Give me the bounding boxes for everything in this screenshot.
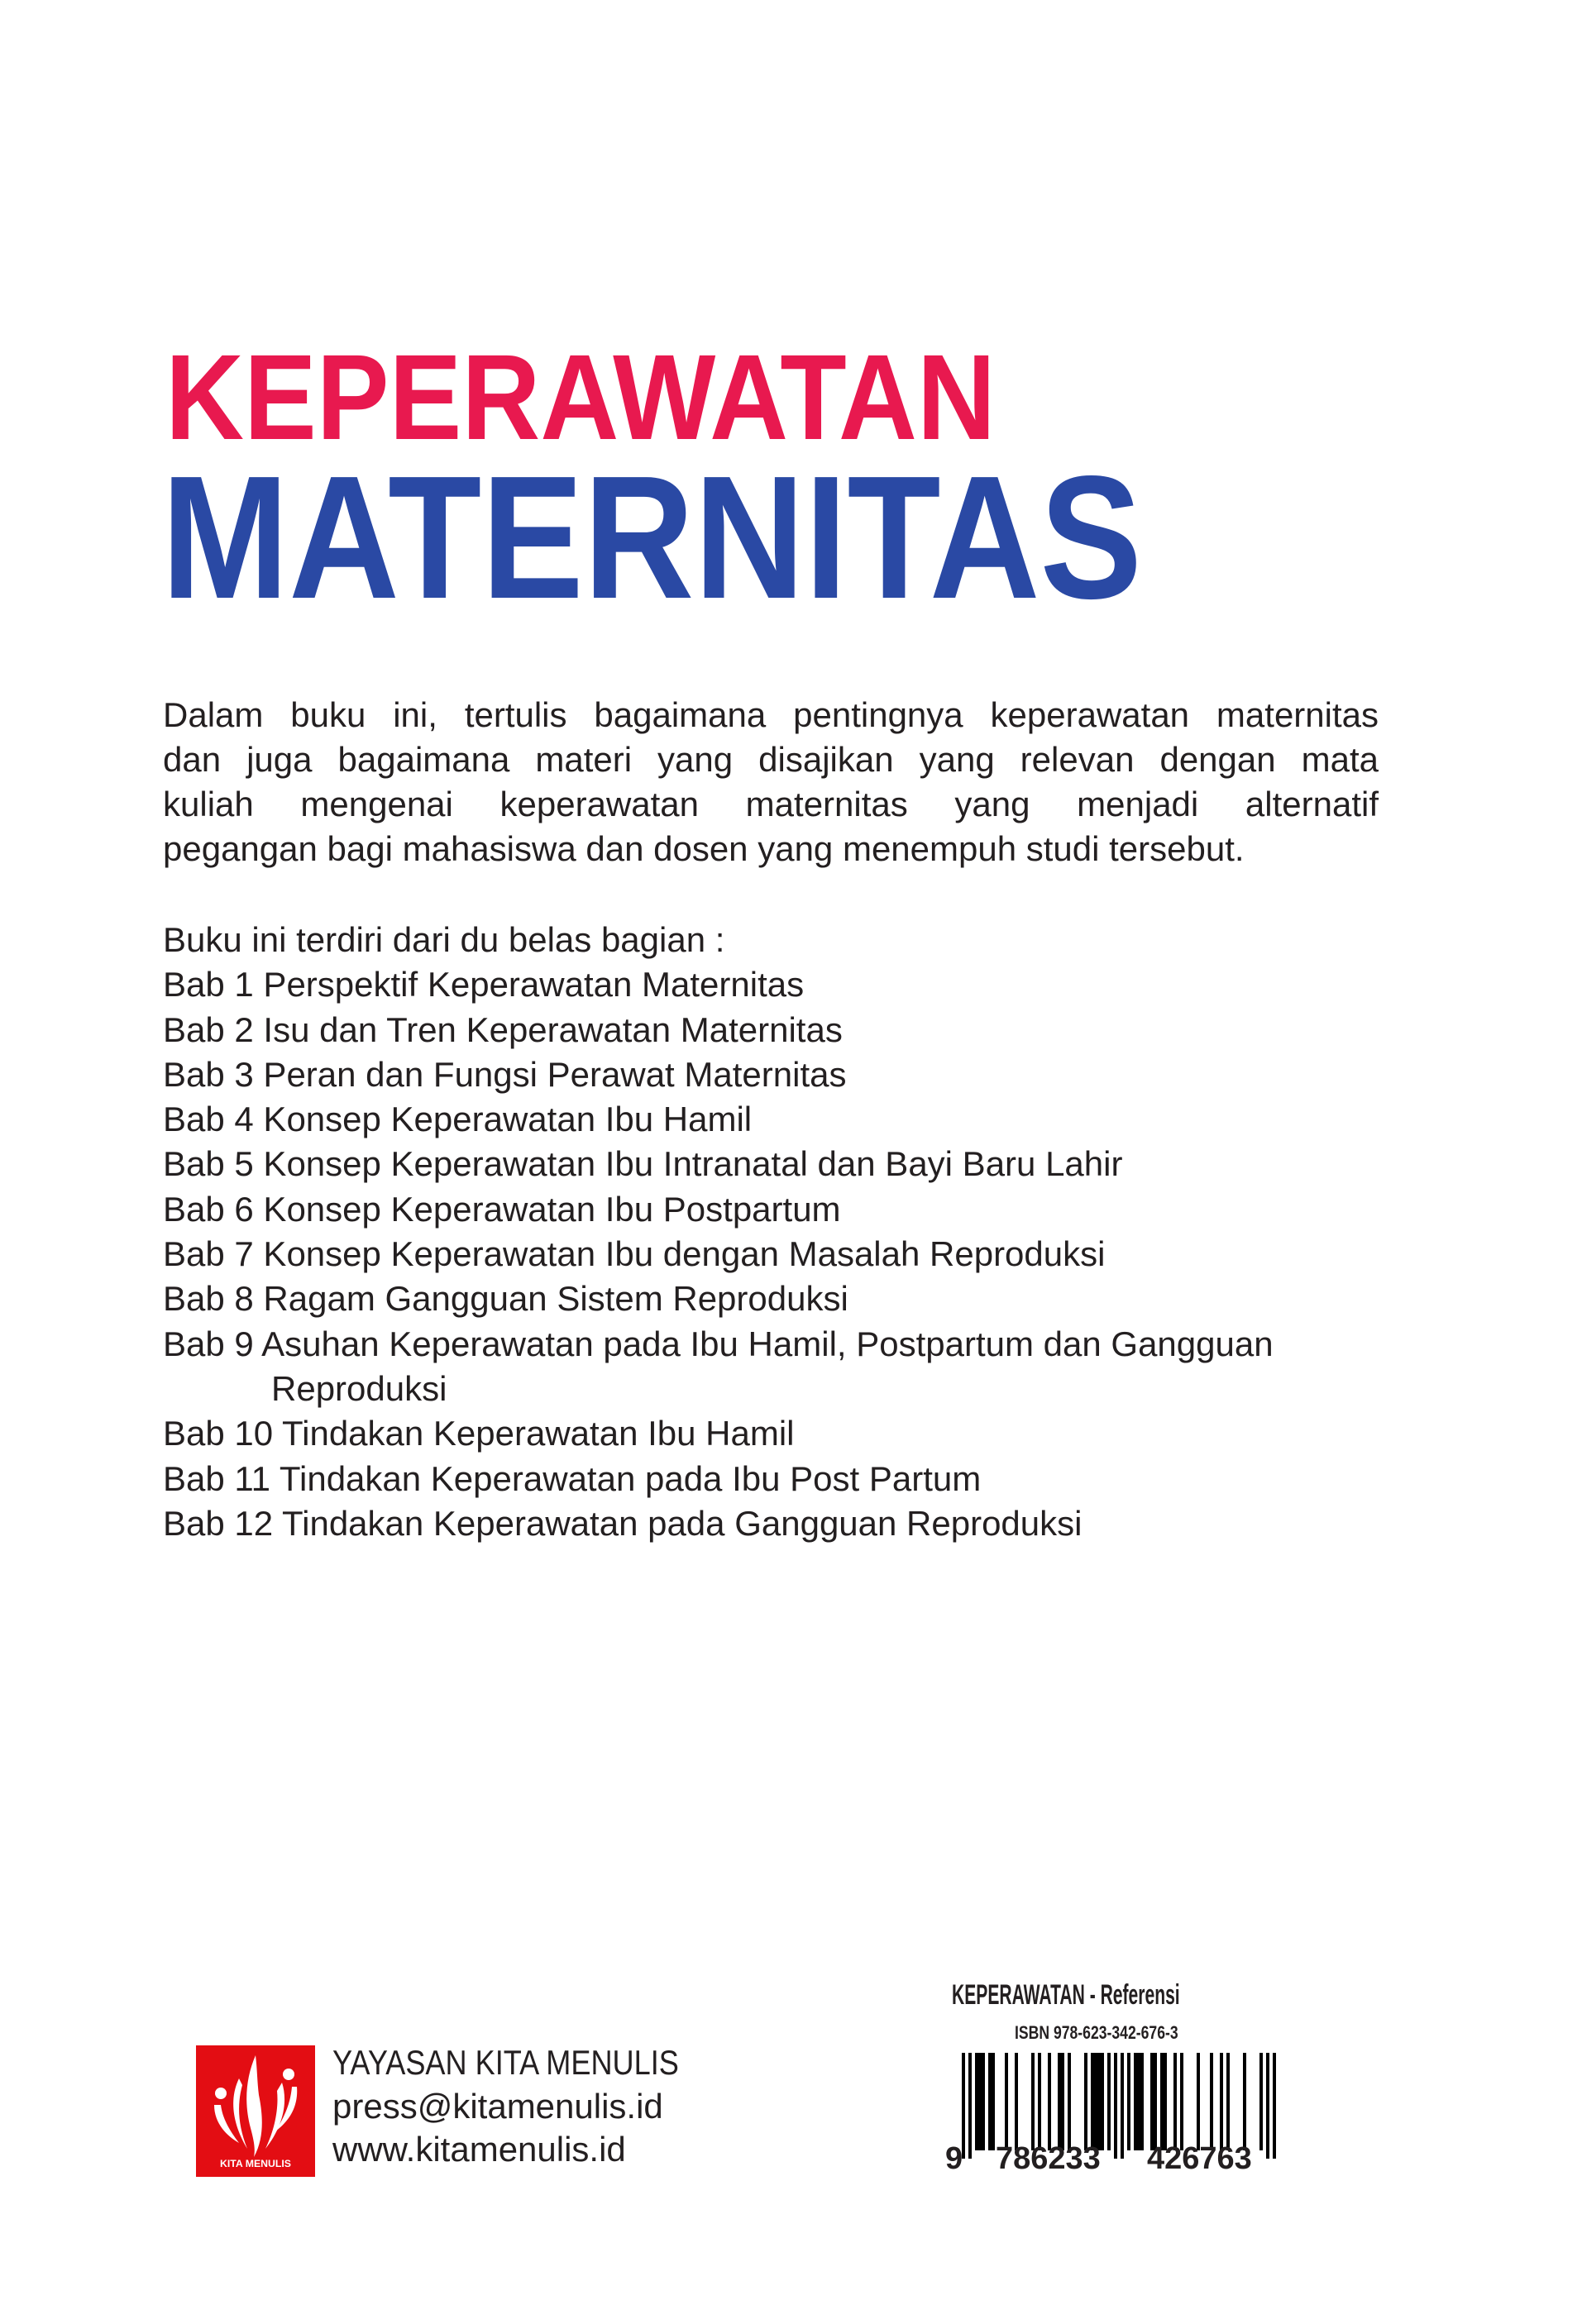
description-line: dan juga bagaimana materi yang disajikan yang relevan dengan mata — [163, 740, 1379, 779]
book-category: KEPERAWATAN - Referensi — [952, 1979, 1180, 2011]
publisher-logo — [196, 2045, 315, 2177]
chapter-item: Bab 3 Peran dan Fungsi Perawat Maternitas — [163, 1054, 847, 1094]
barcode-bar — [1005, 2053, 1008, 2150]
barcode-bar — [1220, 2053, 1223, 2150]
book-title — [0, 314, 1582, 628]
chapter-item: Bab 8 Ragam Gangguan Sistem Reproduksi — [163, 1279, 848, 1319]
title-line-maternitas: MATERNITAS — [161, 439, 1142, 628]
publisher-website[interactable]: www.kitamenulis.id — [332, 2130, 626, 2169]
barcode-bar — [1180, 2053, 1183, 2150]
barcode-bar — [1061, 2053, 1064, 2150]
barcode-bar — [1154, 2053, 1157, 2150]
chapter-item: Bab 12 Tindakan Keperawatan pada Gangguan Reproduksi — [163, 1503, 1083, 1543]
barcode-bar — [982, 2053, 985, 2150]
barcode-bar — [1273, 2053, 1276, 2159]
chapter-item: Bab 1 Perspektif Keperawatan Maternitas — [163, 965, 805, 1005]
barcode-digit-first: 9 — [945, 2141, 963, 2176]
chapter-item: Bab 9 Asuhan Keperawatan pada Ibu Hamil, Postpartum dan Gangguan — [163, 1324, 1274, 1363]
barcode-bar — [1160, 2053, 1164, 2150]
barcode-bar — [1091, 2053, 1094, 2150]
barcode-bar — [1210, 2053, 1213, 2150]
barcode-bar — [1048, 2053, 1051, 2150]
publisher-email[interactable]: press@kitamenulis.id — [332, 2087, 663, 2126]
barcode-bar — [1173, 2053, 1177, 2150]
barcode-bar — [975, 2053, 978, 2150]
barcode-bar — [1114, 2053, 1117, 2159]
chapter-item: Bab 11 Tindakan Keperawatan pada Ibu Post Partum — [163, 1458, 982, 1498]
title-line-keperawatan: KEPERAWATAN — [165, 330, 996, 465]
barcode-bar — [1107, 2053, 1111, 2150]
description-line: Dalam buku ini, tertulis bagaimana pentingnya keperawatan maternitas — [163, 695, 1379, 734]
barcode-bar — [1137, 2053, 1140, 2150]
barcode-bar — [1121, 2053, 1124, 2159]
barcode-bar — [992, 2053, 995, 2150]
barcode-bar — [1140, 2053, 1144, 2150]
barcode-bar — [1197, 2053, 1200, 2150]
barcode-bar — [1031, 2053, 1035, 2150]
barcode-bar — [988, 2053, 992, 2150]
barcode-bar — [1134, 2053, 1137, 2150]
chapter-list — [163, 918, 1274, 1546]
description-paragraph — [163, 693, 1379, 871]
barcode-bar — [1266, 2053, 1269, 2159]
barcode-bar — [1015, 2053, 1018, 2150]
chapter-item: Bab 7 Konsep Keperawatan Ibu dengan Masalah Reproduksi — [163, 1234, 1106, 1274]
barcode-bar — [1127, 2053, 1130, 2150]
barcode-bar — [978, 2053, 982, 2150]
description-line: kuliah mengenai keperawatan maternitas yang menjadi alternatif — [163, 785, 1379, 823]
barcode-bar — [1094, 2053, 1097, 2150]
barcode-bar — [1101, 2053, 1104, 2150]
chapter-item: Bab 6 Konsep Keperawatan Ibu Postpartum — [163, 1189, 841, 1229]
description-line: pegangan bagi mahasiswa dan dosen yang menempuh studi tersebut. — [163, 829, 1245, 868]
barcode-bar — [1259, 2053, 1263, 2150]
chapter-item: Bab 10 Tindakan Keperawatan Ibu Hamil — [163, 1414, 795, 1453]
barcode-bar — [1097, 2053, 1101, 2150]
barcode-bar — [1058, 2053, 1061, 2150]
barcode-digits-left: 786233 — [996, 2141, 1101, 2176]
chapter-item: Bab 2 Isu dan Tren Keperawatan Maternitas — [163, 1009, 843, 1049]
publisher-name: YAYASAN KITA MENULIS — [332, 2043, 679, 2082]
barcode-bar — [1243, 2053, 1246, 2150]
barcode-bar — [1150, 2053, 1154, 2150]
logo-text: KITA MENULIS — [220, 2158, 291, 2169]
barcode-bar — [968, 2053, 972, 2159]
barcode-bar — [1068, 2053, 1071, 2150]
contents-intro: Buku ini terdiri dari du belas bagian : — [163, 920, 725, 959]
barcode-bar — [1226, 2053, 1230, 2150]
isbn-text: ISBN 978-623-342-676-3 — [1015, 2022, 1178, 2043]
barcode-bar — [1038, 2053, 1041, 2150]
chapter-item-continuation: Reproduksi — [271, 1368, 447, 1408]
barcode-bar — [1084, 2053, 1087, 2150]
barcode-bar — [1164, 2053, 1167, 2150]
chapter-item: Bab 4 Konsep Keperawatan Ibu Hamil — [163, 1100, 753, 1139]
chapter-item: Bab 5 Konsep Keperawatan Ibu Intranatal dan Bayi Baru Lahir — [163, 1144, 1123, 1184]
barcode-digits-right: 426763 — [1147, 2141, 1252, 2176]
